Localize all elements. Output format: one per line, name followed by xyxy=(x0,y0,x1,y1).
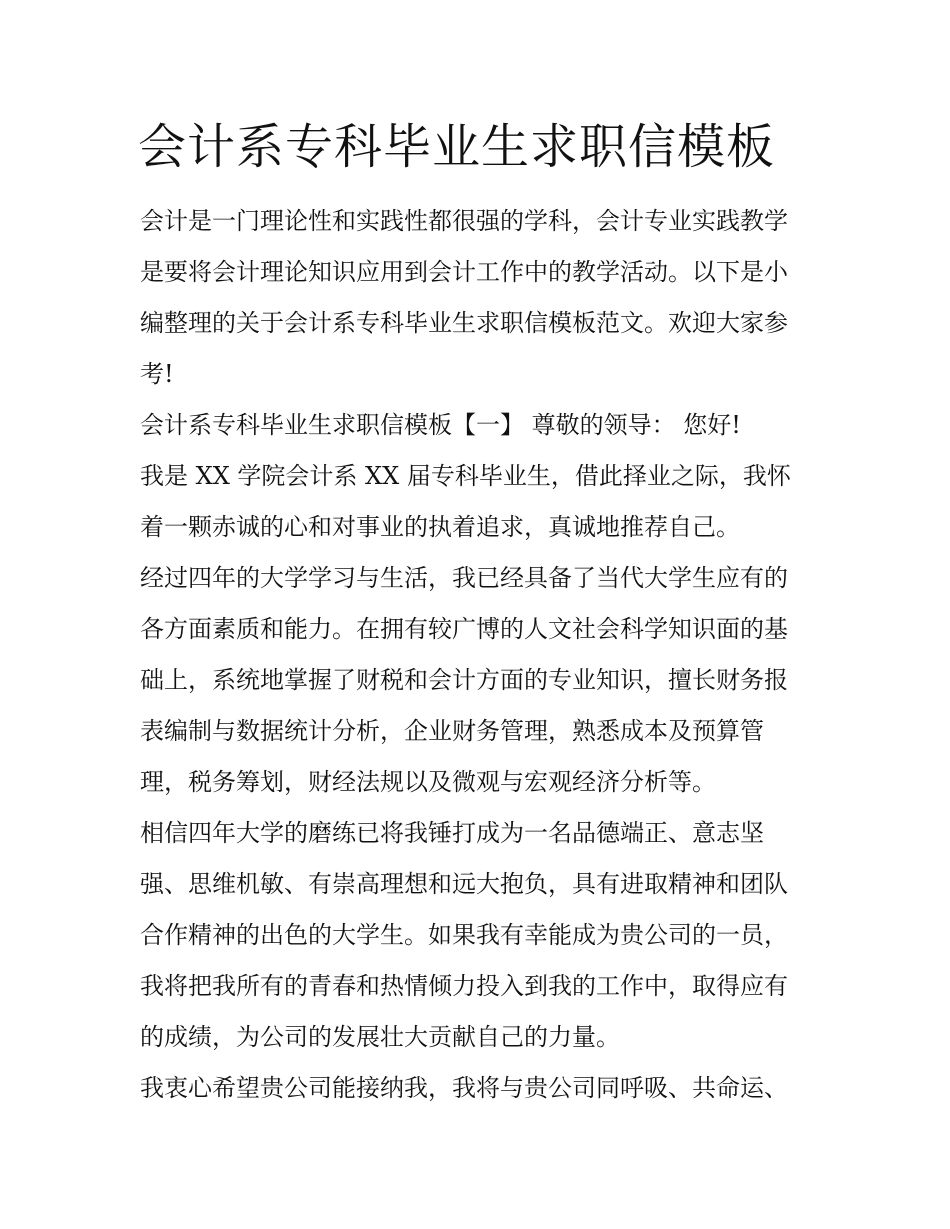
body-line: 础上，系统地掌握了财税和会计方面的专业知识，擅长财务报 xyxy=(140,666,788,694)
body-line: 相信四年大学的磨练已将我锤打成为一名品德端正、意志坚 xyxy=(140,819,764,847)
body-line: 会计是一门理论性和实践性都很强的学科，会计专业实践教学 xyxy=(140,207,788,235)
body-line: 各方面素质和能力。在拥有较广博的人文社会科学知识面的基 xyxy=(140,615,788,643)
body-line: 考! xyxy=(140,360,174,388)
body-line: 的成绩，为公司的发展壮大贡献自己的力量。 xyxy=(140,1023,620,1051)
body-line: 着一颗赤诚的心和对事业的执着追求，真诚地推荐自己。 xyxy=(140,513,740,541)
document-title: 会计系专科毕业生求职信模板 xyxy=(138,119,776,175)
body-line: 我将把我所有的青春和热情倾力投入到我的工作中，取得应有 xyxy=(140,972,788,1000)
body-line: 会计系专科毕业生求职信模板【一】 尊敬的领导： 您好! xyxy=(140,411,741,439)
body-line: 我衷心希望贵公司能接纳我，我将与贵公司同呼吸、共命运、 xyxy=(140,1074,788,1102)
body-line: 强、思维机敏、有崇高理想和远大抱负，具有进取精神和团队 xyxy=(140,870,788,898)
body-line: 表编制与数据统计分析，企业财务管理，熟悉成本及预算管 xyxy=(140,717,764,745)
body-line: 我是 XX 学院会计系 XX 届专科毕业生，借此择业之际，我怀 xyxy=(140,462,791,490)
body-line: 是要将会计理论知识应用到会计工作中的教学活动。以下是小 xyxy=(140,258,788,286)
body-line: 合作精神的出色的大学生。如果我有幸能成为贵公司的一员， xyxy=(140,921,788,949)
body-line: 编整理的关于会计系专科毕业生求职信模板范文。欢迎大家参 xyxy=(140,309,788,337)
body-line: 经过四年的大学学习与生活，我已经具备了当代大学生应有的 xyxy=(140,564,788,592)
body-line: 理，税务筹划，财经法规以及微观与宏观经济分析等。 xyxy=(140,768,716,796)
